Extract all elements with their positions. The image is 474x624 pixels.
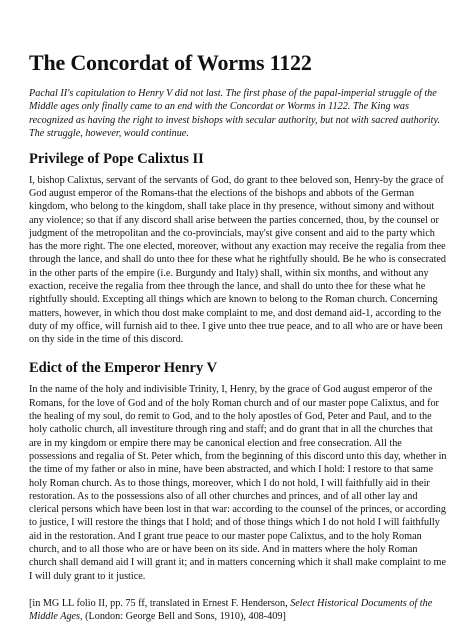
section-heading-henry: Edict of the Emperor Henry V bbox=[29, 360, 218, 377]
section-text-calixtus: I, bishop Calixtus, servant of the servants of God, do grant to thee beloved son, Henry-by the grace of God august emperor of the Romans-that the elections of the bishops and abbots of the German kingdom, who belong to the kingdom, shall take place in thy presence, without simony and without any violence; so that if any discord shall arise between the parties concerned, thou, by the counsel or judgment of the metropolitan and the co-provincials, may'st give consent and aid to the party which has the more right. The one elected, moreover, without any exaction may receive the regalia from thee through the lance, and shall do unto thee for these what he rightfully should. Be he who is consecrated in the other parts of the empire (i.e. Burgundy and Italy) shall, within six months, and without any exaction, receive the regalia from thee through the lance, and shall do unto thee for these what he rightfully should. Excepting all things which are known to belong to the Roman church. Concerning matters, however, in which thou dost make complaint to me, and dost demand aid-1, according to the duty of my office, will furnish aid to thee. I give unto thee true peace, and to all who are or have been on thy side in the time of this discord. bbox=[29, 174, 447, 346]
section-text-henry: In the name of the holy and indivisible Trinity, I, Henry, by the grace of God august emperor of the Romans, for the love of God and of the holy Roman church and of our master pope Calixtus, and for the healing of my soul, do remit to God, and to the holy apostles of God, Peter and Paul, and to the holy catholic church, all investiture through ring and staff; and do grant that in all the churches that are in my kingdom or empire there may be canonical election and free consecration. All the possessions and regalia of St. Peter which, from the beginning of this discord unto this day, whether in the time of my father or also in mine, have been abstracted, and which I hold: I restore to that same holy Roman church. As to those things, moreover, which I do not hold, I will faithfully aid in their restoration. As to the possessions also of all other churches and princes, and of all other lay and clerical persons which have been lost in that war: according to the counsel of the princes, or according to justice, I will restore the things that I hold; and of those things which I do not hold I will faithfully aid in the restoration. And I grant true peace to our master pope Calixtus, and to the holy Roman church, and to all those who are or have been on its side. And in matters where the holy Roman church shall demand aid I will grant it; and in matters concerning which it shall make complaint to me I will duly grant to it justice. bbox=[29, 384, 447, 582]
document-page bbox=[29, 50, 447, 624]
section-heading-calixtus: Privilege of Pope Calixtus II bbox=[29, 150, 204, 167]
citation-book-title: Select Historical Documents of the Middle Ages bbox=[29, 597, 433, 623]
citation bbox=[29, 597, 447, 624]
citation-prefix: [in MG LL folio II, pp. 75 ff, translated in Ernest F. Henderson, bbox=[29, 597, 291, 609]
intro-paragraph: Pachal II's capitulation to Henry V did not last. The first phase of the papal-imperial struggle of the Middle ages only finally came to an end with the Concordat or Worms in 1122. The King was recognized as having the right to invest bishops with secular authority, but not with sacred authority. The struggle, however, would continue. bbox=[29, 88, 440, 140]
citation-suffix: , (London: George Bell and Sons, 1910), 408-409] bbox=[80, 611, 286, 623]
document-title: The Concordat of Worms 1122 bbox=[29, 50, 312, 75]
